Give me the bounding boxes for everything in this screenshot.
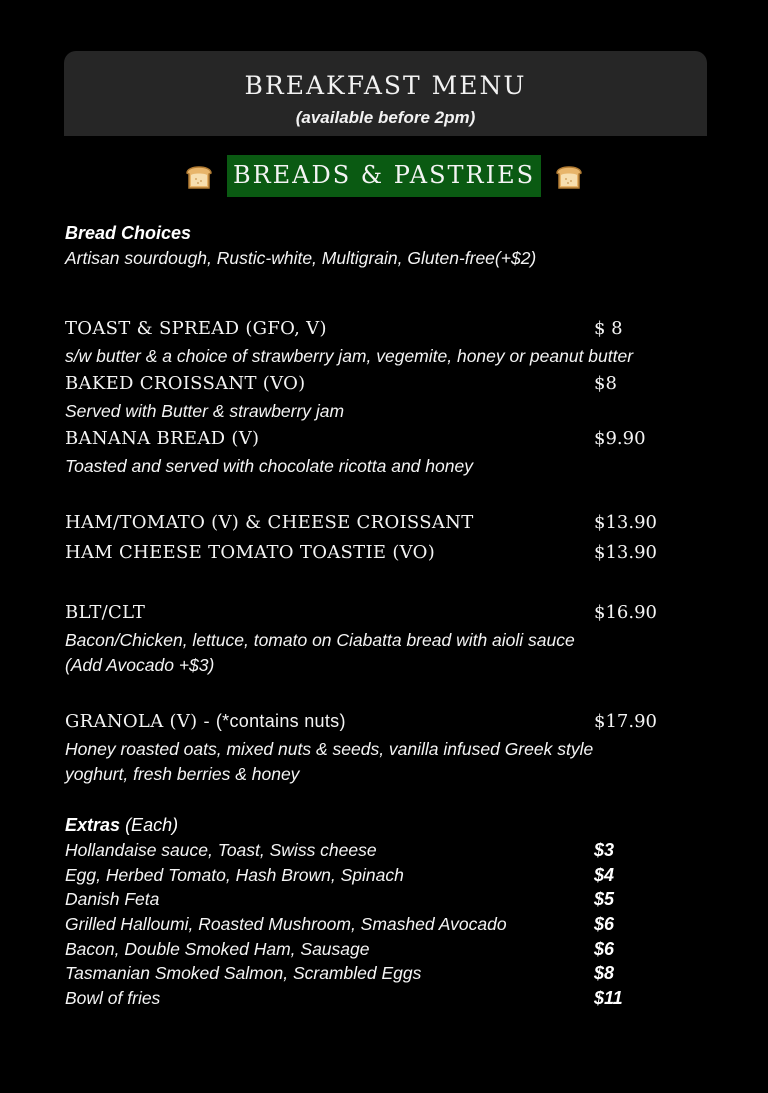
extra-row-text: Bowl of fries [65, 988, 161, 1008]
extra-row-price: $5 [594, 889, 615, 909]
extras-note: (Each) [125, 815, 179, 835]
menu-item-desc: Honey roasted oats, mixed nuts & seeds, vanilla infused Greek style [65, 739, 594, 759]
menu-item-name: HAM CHEESE TOMATO TOASTIE (VO) [65, 542, 436, 563]
menu-item-price: $16.90 [594, 602, 657, 623]
menu-item-price: $8 [594, 373, 617, 394]
menu-item-price: $13.90 [594, 542, 657, 563]
menu-item-desc: Bacon/Chicken, lettuce, tomato on Ciabatta bread with aioli sauce [65, 630, 575, 650]
menu-item-price: $13.90 [594, 512, 657, 533]
menu-subtitle: (available before 2pm) [295, 108, 476, 127]
menu-header [64, 51, 707, 136]
menu-item-desc: s/w butter & a choice of strawberry jam, vegemite, honey or peanut butter [65, 346, 634, 366]
menu-item-name-text: GRANOLA (V) - [65, 711, 216, 732]
menu-item-name: HAM/TOMATO (V) & CHEESE CROISSANT [65, 512, 474, 533]
menu-item-desc-cont: yoghurt, fresh berries & honey [65, 764, 300, 784]
menu-item-name [65, 711, 346, 732]
extra-row-price: $6 [594, 939, 615, 959]
extras-label: Extras [65, 815, 121, 835]
extra-row-price: $11 [594, 988, 623, 1008]
bread-icon [183, 161, 215, 191]
extra-row-text: Hollandaise sauce, Toast, Swiss cheese [65, 840, 377, 860]
menu-item-note: (*contains nuts) [215, 711, 346, 731]
extra-row-price: $6 [594, 914, 615, 934]
menu-item-desc: Toasted and served with chocolate ricotta and honey [65, 456, 473, 476]
menu-item-desc: Served with Butter & strawberry jam [65, 401, 345, 421]
menu-title: BREAKFAST MENU [244, 71, 527, 100]
section-heading [0, 155, 768, 197]
menu-item-desc-addon: (Add Avocado +$3) [65, 655, 215, 675]
menu-item-name: BANANA BREAD (V) [65, 428, 260, 449]
extra-row-price: $3 [594, 840, 615, 860]
menu-item-price: $9.90 [594, 428, 646, 449]
extra-row-text: Grilled Halloumi, Roasted Mushroom, Smashed Avocado [65, 914, 507, 934]
menu-item-name: TOAST & SPREAD (GFO, V) [65, 318, 327, 339]
extra-row-text: Egg, Herbed Tomato, Hash Brown, Spinach [65, 865, 404, 885]
extra-row-text: Tasmanian Smoked Salmon, Scrambled Eggs [65, 963, 422, 983]
extra-row-price: $4 [594, 865, 615, 885]
section-title: BREADS & PASTRIES [227, 155, 541, 197]
extra-row-text: Danish Feta [65, 889, 160, 909]
menu-item-name: BLT/CLT [65, 602, 146, 623]
extra-row-text: Bacon, Double Smoked Ham, Sausage [65, 939, 370, 959]
bread-choices-label: Bread Choices [65, 223, 192, 243]
bread-icon [553, 161, 585, 191]
bread-choices-text: Artisan sourdough, Rustic-white, Multigrain, Gluten-free(+$2) [65, 248, 537, 268]
extras-heading [65, 815, 178, 836]
menu-item-price: $ 8 [594, 318, 623, 339]
menu-item-name: BAKED CROISSANT (VO) [65, 373, 306, 394]
menu-item-price: $17.90 [594, 711, 657, 732]
extra-row-price: $8 [594, 963, 615, 983]
